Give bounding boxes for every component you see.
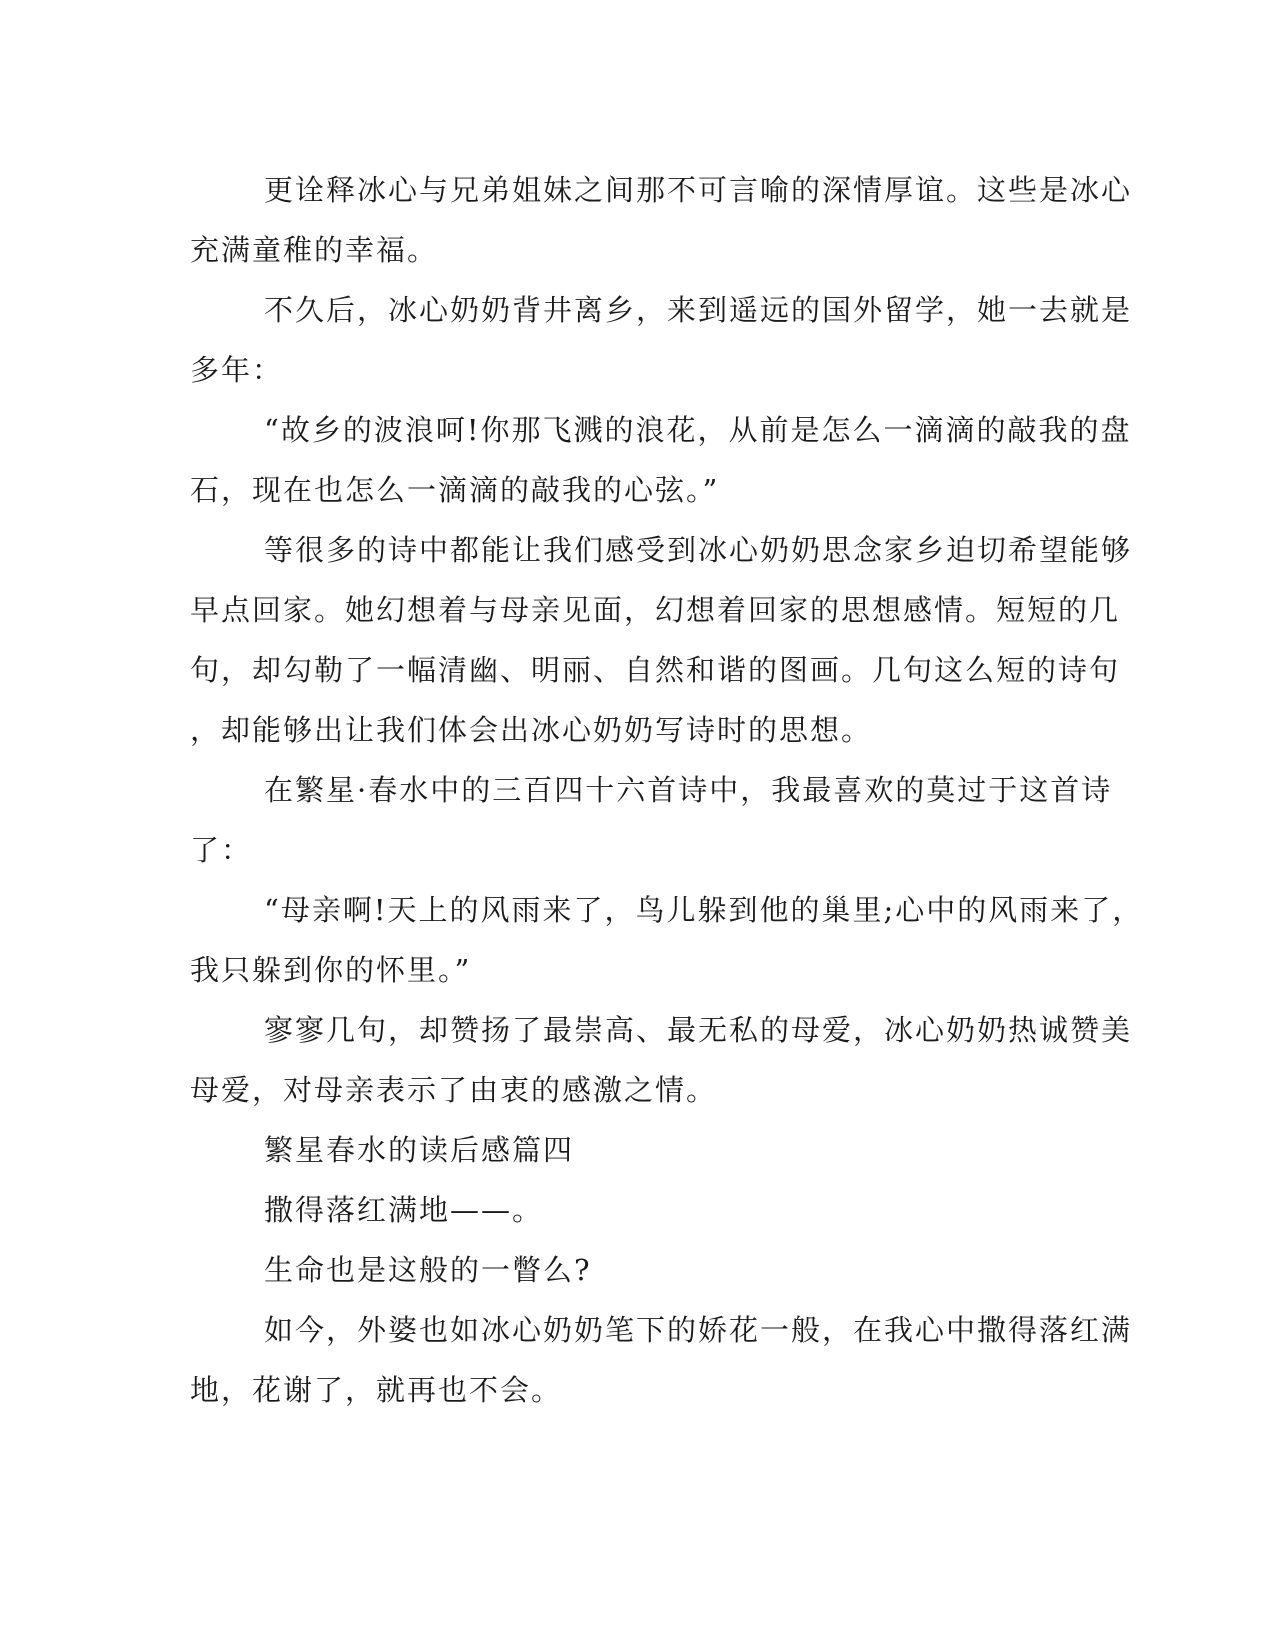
text-line: 更诠释冰心与兄弟姐妹之间那不可言喻的深情厚谊。这些是冰心	[264, 173, 1133, 207]
section-heading	[190, 1120, 1080, 1180]
text-line: 多年：	[190, 353, 284, 387]
text-line: ，却能够出让我们体会出冰心奶奶写诗时的思想。	[190, 713, 873, 747]
text-line: 撒得落红满地——。	[264, 1193, 544, 1227]
text-line: 我只躲到你的怀里。”	[190, 953, 472, 987]
paragraph-6	[190, 1180, 1080, 1240]
paragraph-5	[190, 1000, 1133, 1120]
text-line: 石，现在也怎么一滴滴的敲我的心弦。”	[190, 473, 720, 507]
text-line: 寥寥几句，却赞扬了最崇高、最无私的母爱，冰心奶奶热诚赞美	[264, 1013, 1133, 1047]
text-line: 充满童稚的幸福。	[190, 233, 439, 267]
text-line: 在繁星·春水中的三百四十六首诗中，我最喜欢的莫过于这首诗	[264, 773, 1113, 807]
text-line: 等很多的诗中都能让我们感受到冰心奶奶思念家乡迫切希望能够	[264, 533, 1133, 567]
text-line: 句，却勾勒了一幅清幽、明丽、自然和谐的图画。几句这么短的诗句	[190, 653, 1121, 687]
text-line: 不久后，冰心奶奶背井离乡，来到遥远的国外留学，她一去就是	[264, 293, 1133, 327]
text-line: 生命也是这般的一瞥么?	[264, 1253, 592, 1287]
paragraph-7	[190, 1240, 1080, 1300]
document-body	[190, 160, 1144, 1420]
paragraph-1	[190, 160, 1133, 280]
paragraph-4	[190, 760, 1113, 880]
paragraph-8	[190, 1300, 1133, 1420]
quote-paragraph-1	[190, 400, 1132, 520]
paragraph-2	[190, 280, 1133, 400]
quote-paragraph-2	[190, 880, 1144, 1000]
text-line: 繁星春水的读后感篇四	[264, 1133, 575, 1167]
text-line: 了：	[190, 833, 253, 867]
text-line: “母亲啊!天上的风雨来了，鸟儿躲到他的巢里;心中的风雨来了，	[264, 893, 1144, 927]
text-line: 如今，外婆也如冰心奶奶笔下的娇花一般，在我心中撒得落红满	[264, 1313, 1133, 1347]
text-line: 母爱，对母亲表示了由衷的感激之情。	[190, 1073, 718, 1107]
text-line: 地，花谢了，就再也不会。	[190, 1373, 563, 1407]
paragraph-3	[190, 520, 1133, 760]
text-line: “故乡的波浪呵!你那飞溅的浪花，从前是怎么一滴滴的敲我的盘	[264, 413, 1132, 447]
text-line: 早点回家。她幻想着与母亲见面，幻想着回家的思想感情。短短的几	[190, 593, 1121, 627]
